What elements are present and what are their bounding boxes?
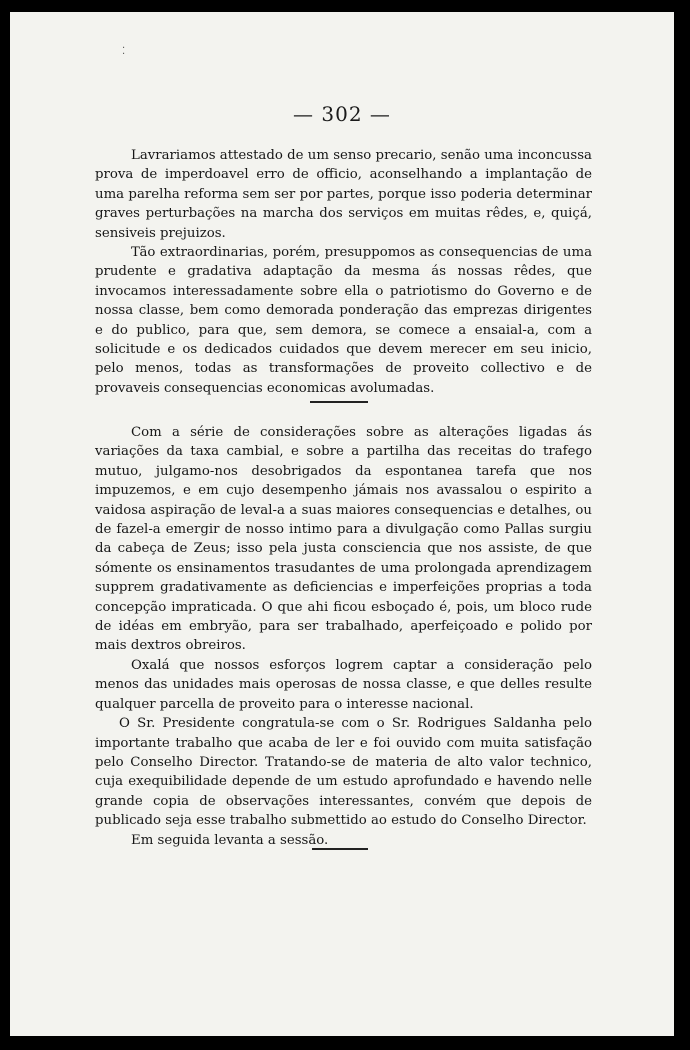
section-divider <box>310 401 368 403</box>
print-speck: ⁚ <box>122 46 126 57</box>
paragraph: Em seguida levanta a sessão. <box>131 832 329 848</box>
paragraph: Tão extraordinarias, porém, presuppomos as consequencias de uma prudente e gradativa adaptação da mesma ás nossas rêdes, que invocamos interessadamente sobre ella o patriotismo do Governo e de nossa classe, bem como demorada ponderação das emprezas dirigentes e do publico, para que, sem demora, se comece a ensaial-a, com a solicitude e os dedicados cuidados que devem merecer em seu inicio, pelo menos, todas as transformações de proveito collectivo e de provaveis consequencias economicas avolumadas. <box>95 245 592 396</box>
paragraph: Com a série de considerações sobre as alterações ligadas ás variações da taxa cambial, e sobre a partilha das receitas do trafego mutuo, julgamo-nos desobrigados da espontanea tarefa que nos impuzemos, e em cujo desempenho jámais nos avassalou o espirito a vaidosa aspiração de leval-a a suas maiores consequencias e detalhes, ou de fazel-a emergir de nosso intimo para a divulgação como Pallas surgiu da cabeça de Zeus; isso pela justa consciencia que nos assiste, de que sómente os ensinamentos trasudantes de uma prolongada aprendizagem supprem gradativamente as deficiencias e imperfeições proprias a toda concepção impraticada. O que ahi ficou esboçado é, pois, um bloco rude de idéas em embryão, para ser trabalhado, aperfeiçoado e polido por mais dextros obreiros. <box>95 425 592 654</box>
end-divider <box>312 848 368 850</box>
document-page <box>10 12 674 1036</box>
page-number: — 302 — <box>293 102 391 126</box>
paragraph: Lavrariamos attestado de um senso precario, senão uma inconcussa prova de imperdoavel erro de officio, aconselhando a implantação de uma parelha reforma sem ser por partes, porque isso poderia determinar graves perturbações na marcha dos serviços em muitas rêdes, e, quiçá, sensiveis prejuizos. <box>95 148 592 241</box>
paragraph: Oxalá que nossos esforços logrem captar a consideração pelo menos das unidades mais operosas de nossa classe, e que delles resulte qualquer parcella de proveito para o interesse nacional. <box>95 657 592 712</box>
paragraph: O Sr. Presidente congratula-se com o Sr. Rodrigues Saldanha pelo importante trabalho que acaba de ler e foi ouvido com muita satisfação pelo Conselho Director. Tratando-se de materia de alto valor technico, cuja exequibilidade depende de um estudo aprofundado e havendo nelle grande copia de observações interessantes, convém que depois de publicado seja esse trabalho submettido ao estudo do Conselho Director. <box>95 716 592 829</box>
section-one <box>95 146 592 398</box>
section-two <box>95 423 592 850</box>
